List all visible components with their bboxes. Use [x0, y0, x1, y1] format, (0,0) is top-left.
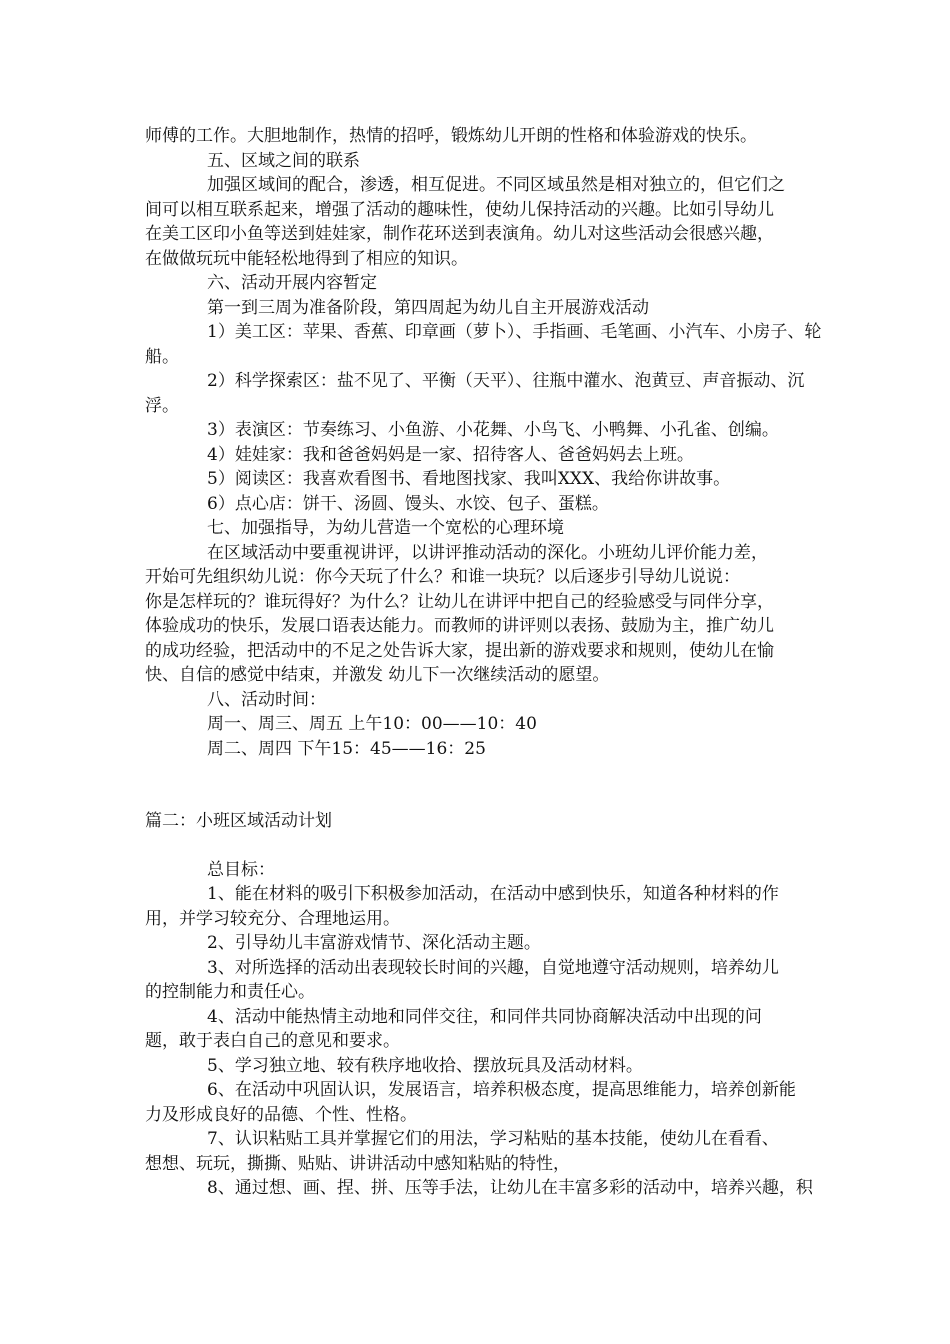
text-line: 5、学习独立地、较有秩序地收拾、摆放玩具及活动材料。	[207, 1055, 643, 1076]
text-line: 在做做玩玩中能轻松地得到了相应的知识。	[145, 248, 468, 269]
text-line: 体验成功的快乐，发展口语表达能力。而教师的讲评则以表扬、鼓励为主，推广幼儿	[145, 616, 774, 636]
text-line: 的成功经验，把活动中的不足之处告诉大家，提出新的游戏要求和规则，使幼儿在愉	[145, 640, 774, 661]
text-line: 6、在活动中巩固认识，发展语言，培养积极态度，提高思维能力，培养创新能	[207, 1080, 796, 1100]
text-line: 你是怎样玩的？谁玩得好？为什么？让幼儿在讲评中把自己的经验感受与同伴分享，	[145, 591, 774, 612]
text-line: 题，敢于表白自己的意见和要求。	[145, 1031, 400, 1051]
text-line: 1）美工区：苹果、香蕉、印章画（萝卜）、手指画、毛笔画、小汽车、小房子、轮	[207, 322, 822, 342]
text-line: 在区域活动中要重视讲评，以讲评推动活动的深化。小班幼儿评价能力差，	[207, 542, 768, 563]
text-line: 间可以相互联系起来，增强了活动的趣味性，使幼儿保持活动的兴趣。比如引导幼儿	[145, 199, 774, 220]
text-line: 3、对所选择的活动出表现较长时间的兴趣，自觉地遵守活动规则，培养幼儿	[207, 957, 779, 978]
text-line: 2、引导幼儿丰富游戏情节、深化活动主题。	[207, 933, 541, 953]
text-line: 的控制能力和责任心。	[145, 982, 315, 1002]
text-line: 七、加强指导，为幼儿营造一个宽松的心理环境	[207, 518, 564, 538]
section-spacer	[145, 761, 805, 809]
text-line: 力及形成良好的品德、个性、性格。	[145, 1104, 417, 1125]
text-line: 8、通过想、画、捏、拼、压等手法，让幼儿在丰富多彩的活动中，培养兴趣，积	[207, 1178, 813, 1198]
text-line: 周二、周四 下午15：45——16：25	[207, 738, 486, 759]
text-line: 7、认识粘贴工具并掌握它们的用法，学习粘贴的基本技能，使幼儿在看看、	[207, 1129, 779, 1149]
text-line: 加强区域间的配合，渗透，相互促进。不同区域虽然是相对独立的，但它们之	[207, 175, 785, 195]
text-line: 想想、玩玩，撕撕、贴贴、讲讲活动中感知粘贴的特性，	[145, 1153, 570, 1174]
text-line: 4）娃娃家：我和爸爸妈妈是一家、招待客人、爸爸妈妈去上班。	[207, 444, 694, 465]
text-line: 用，并学习较充分、合理地运用。	[145, 908, 400, 929]
title-spacer	[145, 834, 805, 858]
text-line: 浮。	[145, 395, 179, 416]
text-line: 五、区域之间的联系	[207, 150, 360, 171]
text-line: 3）表演区：节奏练习、小鱼游、小花舞、小鸟飞、小鸭舞、小孔雀、创编。	[207, 420, 779, 440]
text-line: 总目标：	[207, 859, 275, 880]
text-line: 快、自信的感觉中结束，并激发 幼儿下一次继续活动的愿望。	[145, 665, 610, 685]
text-line: 2）科学探索区：盐不见了、平衡（天平）、往瓶中灌水、泡黄豆、声音振动、沉	[207, 371, 805, 391]
text-line: 5）阅读区：我喜欢看图书、看地图找家、我叫XXX、我给你讲故事。	[207, 469, 731, 489]
text-line: 船。	[145, 346, 179, 367]
text-line: 周一、周三、周五 上午10：00——10：40	[207, 714, 537, 734]
text-line: 八、活动时间：	[207, 689, 326, 710]
section-two	[145, 858, 813, 1201]
text-line: 六、活动开展内容暂定	[207, 273, 377, 293]
text-line: 开始可先组织幼儿说：你今天玩了什么？和谁一块玩？以后逐步引导幼儿说说：	[145, 567, 740, 587]
text-line: 在美工区印小鱼等送到娃娃家，制作花环送到表演角。幼儿对这些活动会很感兴趣，	[145, 224, 774, 244]
section-two-title: 篇二：小班区域活动计划	[145, 811, 332, 831]
section-one	[145, 124, 822, 761]
text-line: 4、活动中能热情主动地和同伴交往，和同伴共同协商解决活动中出现的问	[207, 1006, 762, 1027]
text-line: 1、能在材料的吸引下积极参加活动，在活动中感到快乐，知道各种材料的作	[207, 884, 779, 904]
text-line: 师傅的工作。大胆地制作，热情的招呼，锻炼幼儿开朗的性格和体验游戏的快乐。	[145, 126, 757, 146]
text-line: 6）点心店：饼干、汤圆、馒头、水饺、包子、蛋糕。	[207, 493, 609, 514]
text-line: 第一到三周为准备阶段，第四周起为幼儿自主开展游戏活动	[207, 297, 649, 318]
